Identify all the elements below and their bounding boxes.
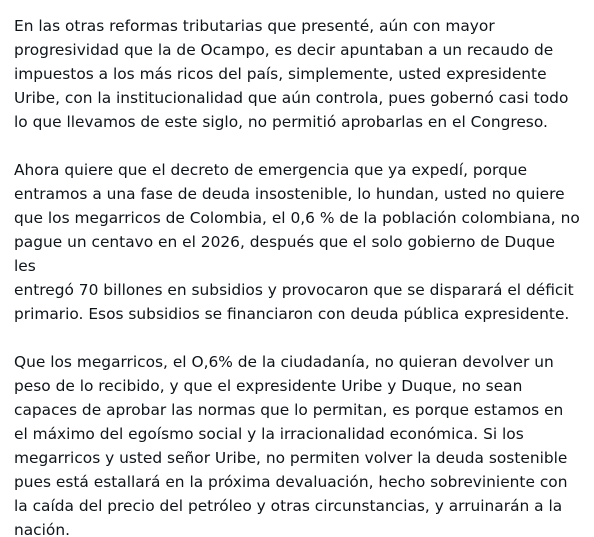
post-paragraph-2: Ahora quiere que el decreto de emergencia que ya expedí, porque entramos a una fase de deuda insostenible, lo hundan, usted no quiere que los megarricos de Colombia, el 0,6 % de la población colombiana, no pague un centavo en el 2026, después que el solo gobierno de Duque les entregó 70 billones en subsidios y provocaron que se disparará el déficit primario. Esos subsidios se financiaron con deuda pública expresidente. xyxy=(14,161,580,323)
post-paragraph-3: Que los megarricos, el O,6% de la ciudadanía, no quieran devolver un peso de lo recibido, y que el expresidente Uribe y Duque, no sean capaces de aprobar las normas que lo permitan, es porque estamos en el máximo del egoísmo social y la irracionalidad económica. Si los megarricos y usted señor Uribe, no permiten volver la deuda sostenible pues está estallará en la próxima devaluación, hecho sobreviniente con la caída del precio del petróleo y otras circunstancias, y arruinarán a la nación. xyxy=(14,353,568,537)
post-paragraph-1: En las otras reformas tributarias que presenté, aún con mayor progresividad que la de Ocampo, es decir apuntaban a un recaudo de impuestos a los más ricos del país, simplemente, usted expresidente Uribe, con la institucionalidad que aún controla, pues gobernó casi todo lo que llevamos de este siglo, no permitió aprobarlas en el Congreso. xyxy=(14,17,569,131)
